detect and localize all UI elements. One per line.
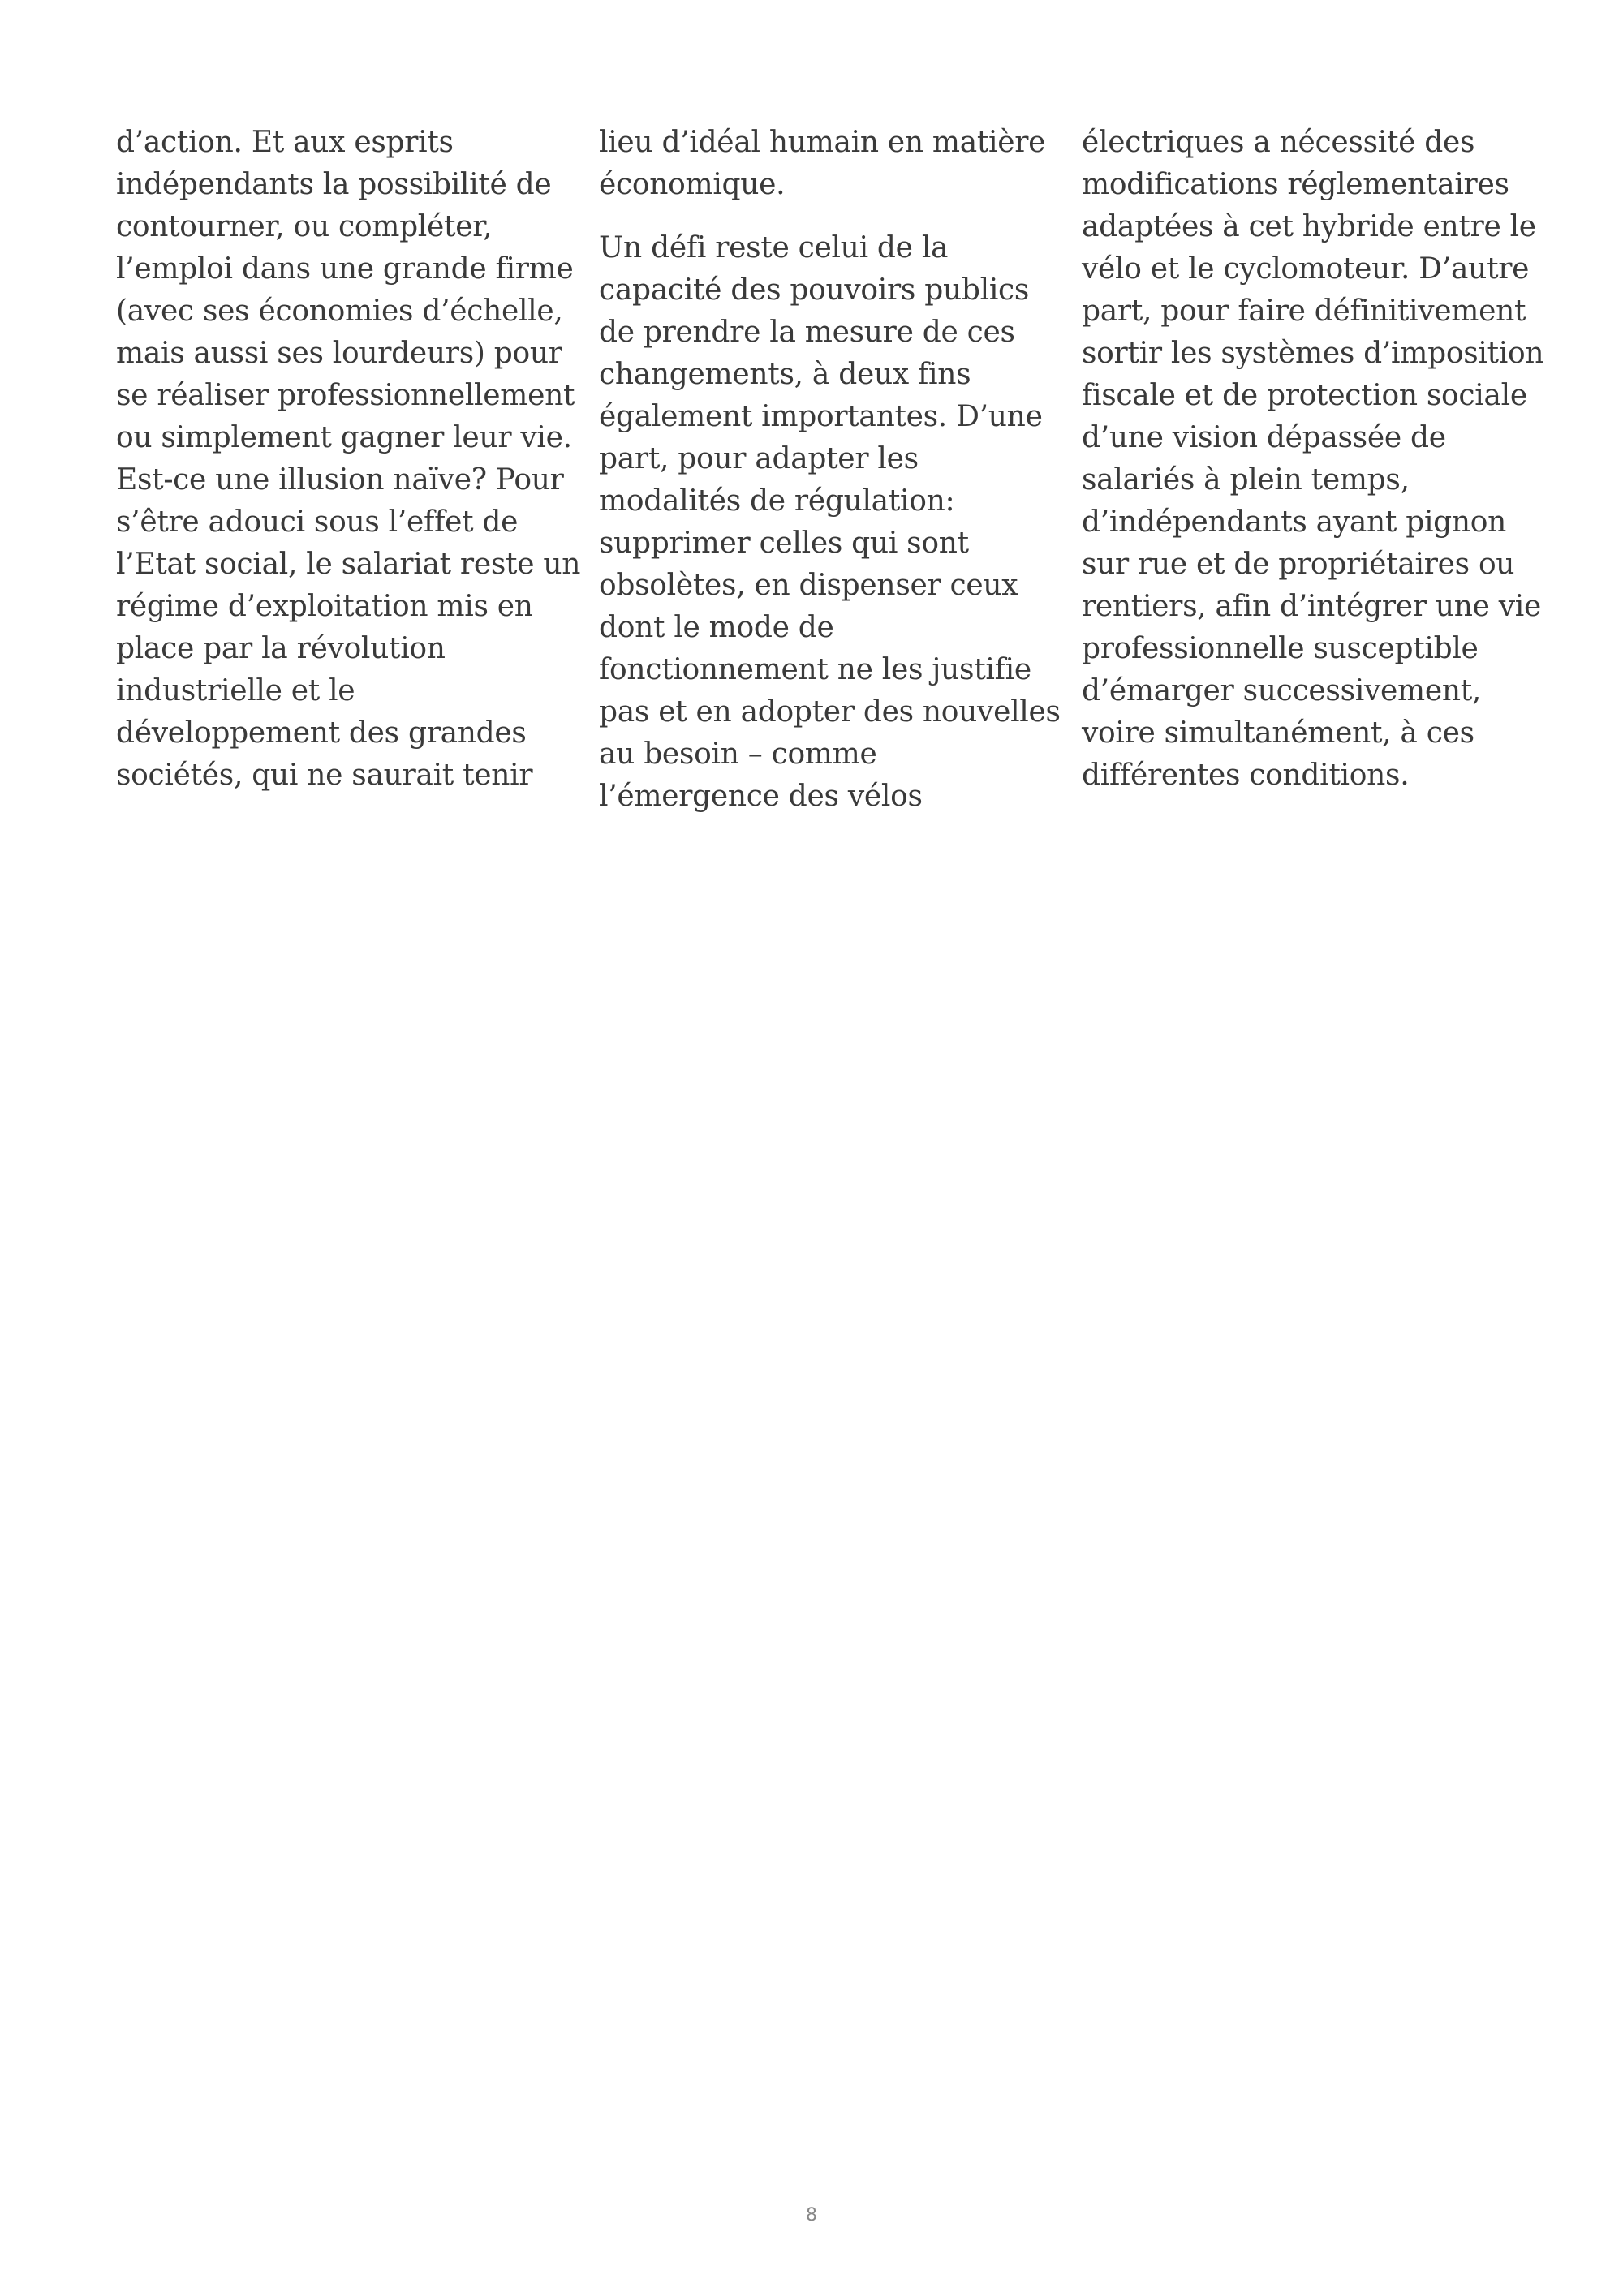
text-line: l’Etat social, le salariat reste un bbox=[116, 548, 581, 581]
text-line: changements, à deux fins bbox=[599, 358, 971, 391]
text-line: Est-ce une illusion naïve? Pour bbox=[116, 463, 564, 497]
text-line: part, pour faire définitivement bbox=[1082, 295, 1526, 328]
paragraph bbox=[599, 122, 1046, 206]
text-line: développement des grandes bbox=[116, 716, 527, 750]
text-line: fiscale et de protection sociale bbox=[1082, 379, 1527, 412]
text-line: obsolètes, en dispenser ceux bbox=[599, 569, 1018, 602]
text-line: industrielle et le bbox=[116, 674, 355, 707]
text-line: se réaliser professionnellement bbox=[116, 379, 575, 412]
text-line: dont le mode de bbox=[599, 611, 834, 644]
text-line: voire simultanément, à ces bbox=[1082, 716, 1474, 750]
text-line: modifications réglementaires bbox=[1082, 168, 1509, 201]
text-line: professionnelle susceptible bbox=[1082, 632, 1479, 665]
text-line: pas et en adopter des nouvelles bbox=[599, 695, 1061, 729]
text-line: de prendre la mesure de ces bbox=[599, 316, 1015, 349]
text-columns bbox=[116, 122, 1544, 839]
text-line: d’une vision dépassée de bbox=[1082, 421, 1446, 454]
text-line: mais aussi ses lourdeurs) pour bbox=[116, 337, 562, 370]
text-line: adaptées à cet hybride entre le bbox=[1082, 210, 1536, 243]
paragraph bbox=[1082, 122, 1544, 797]
text-line: d’émarger successivement, bbox=[1082, 674, 1482, 707]
text-line: sociétés, qui ne saurait tenir bbox=[116, 759, 533, 792]
text-line: d’indépendants ayant pignon bbox=[1082, 505, 1507, 539]
text-line: électriques a nécessité des bbox=[1082, 126, 1475, 159]
text-line: sortir les systèmes d’imposition bbox=[1082, 337, 1544, 370]
text-line: également importantes. D’une bbox=[599, 400, 1043, 433]
text-line: rentiers, afin d’intégrer une vie bbox=[1082, 590, 1542, 623]
text-line: économique. bbox=[599, 168, 786, 201]
text-line: ou simplement gagner leur vie. bbox=[116, 421, 572, 454]
text-line: au besoin – comme bbox=[599, 737, 877, 771]
text-line: modalités de régulation: bbox=[599, 484, 955, 518]
text-line: supprimer celles qui sont bbox=[599, 527, 969, 560]
page-number: 8 bbox=[806, 2205, 817, 2225]
text-line: différentes conditions. bbox=[1082, 759, 1410, 792]
text-line: vélo et le cyclomoteur. D’autre bbox=[1082, 252, 1530, 286]
column-2 bbox=[599, 122, 1061, 839]
text-line: sur rue et de propriétaires ou bbox=[1082, 548, 1515, 581]
text-line: Un défi reste celui de la bbox=[599, 231, 949, 264]
text-line: salariés à plein temps, bbox=[1082, 463, 1410, 497]
column-3 bbox=[1082, 122, 1544, 839]
text-line: (avec ses économies d’échelle, bbox=[116, 295, 563, 328]
paragraph bbox=[599, 227, 1061, 818]
text-line: lieu d’idéal humain en matière bbox=[599, 126, 1046, 159]
text-line: d’action. Et aux esprits bbox=[116, 126, 454, 159]
text-line: part, pour adapter les bbox=[599, 442, 919, 475]
paragraph bbox=[116, 122, 581, 797]
text-line: place par la révolution bbox=[116, 632, 446, 665]
text-line: s’être adouci sous l’effet de bbox=[116, 505, 519, 539]
text-line: l’émergence des vélos bbox=[599, 780, 923, 813]
text-line: régime d’exploitation mis en bbox=[116, 590, 533, 623]
column-1 bbox=[116, 122, 581, 839]
text-line: fonctionnement ne les justifie bbox=[599, 653, 1031, 686]
text-line: contourner, ou compléter, bbox=[116, 210, 493, 243]
text-line: indépendants la possibilité de bbox=[116, 168, 552, 201]
text-line: l’emploi dans une grande firme bbox=[116, 252, 574, 286]
text-line: capacité des pouvoirs publics bbox=[599, 273, 1030, 307]
